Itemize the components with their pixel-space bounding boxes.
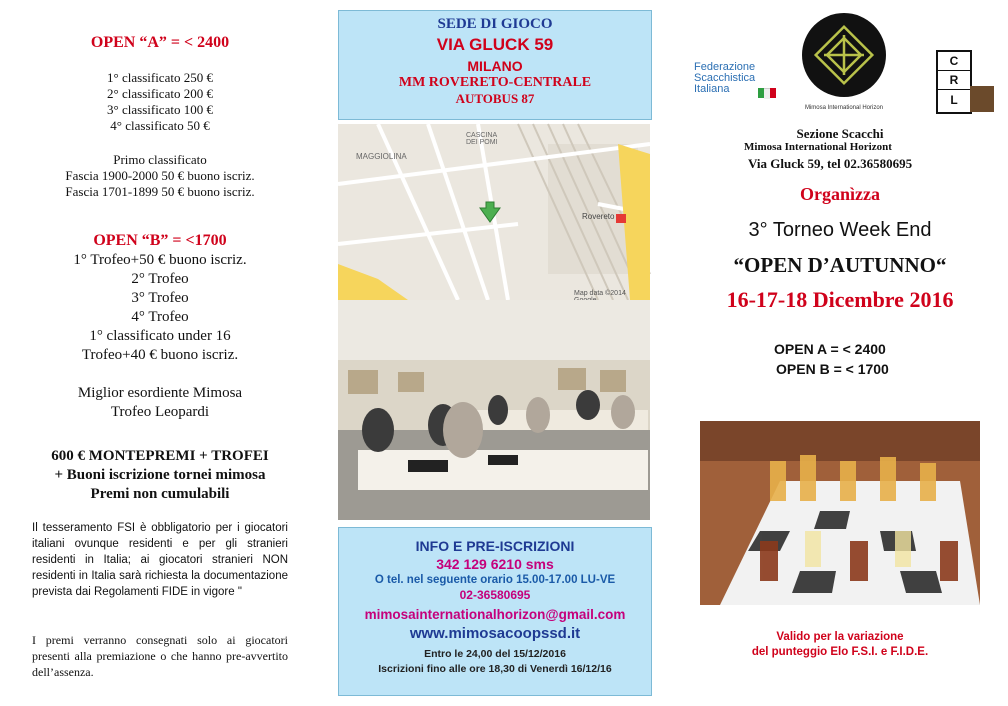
prize-line: Trofeo+40 € buono iscriz. — [81, 347, 239, 363]
map-label-maggiolina: MAGGIOLINA — [356, 152, 407, 161]
elo-line: del punteggio Elo F.S.I. e F.I.D.E. — [751, 646, 929, 658]
open-b-prizes — [0, 251, 320, 365]
venue-metro: MM ROVERETO-CENTRALE — [398, 75, 592, 90]
crl-letter: C — [938, 52, 970, 71]
venue-address: VIA GLUCK 59 — [436, 35, 554, 54]
fascia-line: Primo classificato — [113, 152, 207, 167]
torneo-title: 3° Torneo Week End — [748, 219, 932, 241]
fsi-note: Il tesseramento FSI è obbligatorio per i giocatori italiani ovunque residenti e per gli stranieri residenti in Italia; ai giocatori stranieri NON residenti in Italia sarà richiesta la documentazione prevista dai Regolamenti FIDE in vigore " — [32, 522, 288, 598]
montepremi-line: 600 € MONTEPREMI + TROFEI — [51, 448, 269, 464]
open-b-title: OPEN “B” = <1700 — [93, 232, 227, 249]
venue-bus: AUTOBUS 87 — [455, 91, 535, 106]
mimosa-org: Mimosa International Horizont — [744, 141, 892, 153]
prize-line: 2° Trofeo — [131, 271, 189, 287]
fsi-logo — [694, 62, 774, 95]
mimosa-knot-icon — [794, 10, 894, 100]
venue-map[interactable] — [338, 124, 650, 300]
open-a-prizes — [0, 70, 320, 134]
map-label-cascina: CASCINA DEI POMI — [466, 132, 498, 146]
tournament-column — [680, 0, 1000, 706]
fsi-logo-line: Federazione — [694, 61, 756, 73]
esordiente-line: Miglior esordiente Mimosa — [77, 385, 243, 401]
open-name: “OPEN D’AUTUNNO“ — [733, 253, 947, 277]
open-b-limit: OPEN B = < 1700 — [776, 361, 889, 377]
knight-icon — [970, 86, 994, 112]
open-a-limit: OPEN A = < 2400 — [774, 341, 886, 357]
crl-letter: L — [950, 93, 958, 107]
tournament-photo — [338, 300, 650, 520]
fascia-prizes — [0, 152, 320, 200]
open-a-title: OPEN “A” = < 2400 — [90, 34, 230, 51]
map-label-rovereto: Rovereto — [582, 212, 615, 221]
prize-line: 1° classificato under 16 — [89, 328, 231, 344]
org-address: Via Gluck 59, tel 02.36580695 — [748, 156, 913, 171]
prize-line: 3° classificato 100 € — [107, 102, 213, 117]
email-link[interactable]: mimosainternationalhorizon@gmail.com — [364, 607, 626, 622]
phone-landline[interactable]: 02-36580695 — [459, 588, 531, 602]
sezione-scacchi: Sezione Scacchi — [796, 126, 884, 141]
players-image — [338, 300, 650, 520]
crl-logo — [936, 50, 972, 114]
chess-glasses-photo — [700, 421, 980, 605]
phone-sms[interactable]: 342 129 6210 sms — [436, 556, 554, 572]
esordiente-prize — [0, 384, 320, 422]
venue-column — [338, 0, 652, 706]
info-title: INFO E PRE-ISCRIZIONI — [415, 538, 575, 554]
info-box — [338, 527, 652, 696]
montepremi-line: + Buoni iscrizione tornei mimosa — [54, 467, 266, 483]
montepremi-line: Premi non cumulabili — [90, 486, 230, 502]
prize-line: 4° Trofeo — [131, 309, 189, 325]
prize-line: 1° Trofeo+50 € buono iscriz. — [73, 252, 247, 268]
event-dates: 16-17-18 Dicembre 2016 — [726, 287, 954, 312]
prizes-column — [0, 0, 320, 706]
iscrizioni-deadline: Iscrizioni fino alle ore 18,30 di Venerdì 16/12/16 — [378, 663, 612, 675]
mimosa-logo-caption: Mimosa International Horizon — [804, 105, 884, 111]
venue-city: MILANO — [467, 58, 523, 74]
venue-box — [338, 10, 652, 120]
montepremi — [0, 447, 320, 504]
esordiente-line: Trofeo Leopardi — [110, 404, 210, 420]
elo-line: Valido per la variazione — [776, 631, 904, 643]
elo-validity — [680, 630, 1000, 660]
organizza: Organìzza — [800, 184, 880, 204]
website-link[interactable]: www.mimosacoopssd.it — [409, 625, 581, 642]
mimosa-logo — [794, 10, 894, 112]
phone-hours: O tel. nel seguente orario 15.00-17.00 LU-VE — [374, 574, 616, 586]
prize-line: 3° Trofeo — [131, 290, 189, 306]
fascia-line: Fascia 1701-1899 50 € buono iscriz. — [65, 184, 255, 199]
fascia-line: Fascia 1900-2000 50 € buono iscriz. — [65, 168, 255, 183]
venue-title: SEDE DI GIOCO — [437, 16, 553, 32]
prize-line: 4° classificato 50 € — [110, 118, 210, 133]
crl-letter: R — [938, 71, 970, 90]
fsi-logo-line: Scacchistica — [694, 72, 756, 84]
fsi-logo-line: Italiana — [694, 83, 730, 95]
premi-note: I premi verranno consegnati solo ai giocatori presenti alla premiazione o che hanno pre-avvertito dell’assenza. — [32, 633, 288, 679]
prize-line: 2° classificato 200 € — [107, 86, 213, 101]
prize-line: 1° classificato 250 € — [107, 70, 213, 85]
map-copyright: Map data ©2014 — [574, 290, 626, 297]
deadline: Entro le 24,00 del 15/12/2016 — [424, 648, 566, 660]
drink-chess-image — [700, 421, 980, 605]
